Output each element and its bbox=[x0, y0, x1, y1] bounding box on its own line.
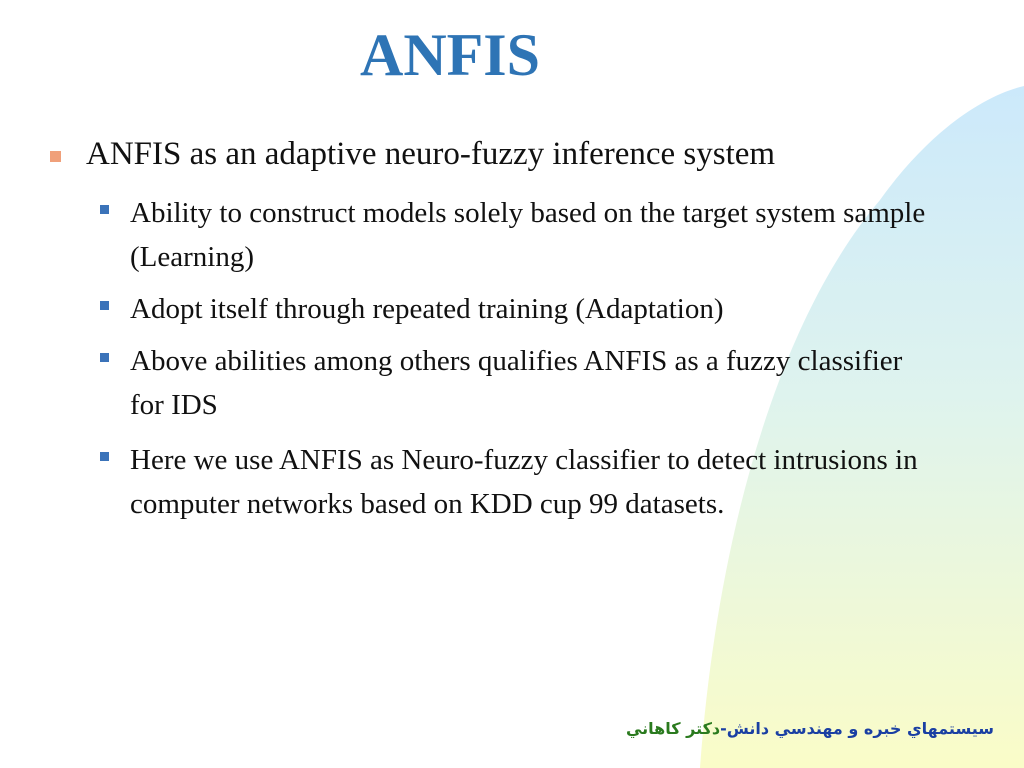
square-bullet-icon bbox=[100, 353, 109, 362]
bullet-text: Above abilities among others qualifies ANFIS as a fuzzy classifier for IDS bbox=[130, 345, 903, 421]
square-bullet-icon bbox=[100, 301, 109, 310]
footer-caption bbox=[626, 719, 994, 738]
footer-author: دكتر كاهاني bbox=[625, 719, 721, 738]
bullet-text: Here we use ANFIS as Neuro-fuzzy classifier to detect intrusions in computer networks based on KDD cup 99 datasets. bbox=[130, 444, 918, 520]
square-bullet-icon bbox=[100, 205, 109, 214]
square-bullet-icon bbox=[50, 151, 61, 162]
slide-title: ANFIS bbox=[359, 22, 541, 88]
footer-course-title: سيستمهاي خبره و مهندسي دانش- bbox=[720, 719, 994, 738]
bullet-text: Adopt itself through repeated training (Adaptation) bbox=[130, 293, 724, 325]
bullet-text: ANFIS as an adaptive neuro-fuzzy inference system bbox=[86, 136, 776, 172]
bullet-text: Ability to construct models solely based on the target system sample (Learning) bbox=[130, 197, 926, 273]
square-bullet-icon bbox=[100, 452, 109, 461]
